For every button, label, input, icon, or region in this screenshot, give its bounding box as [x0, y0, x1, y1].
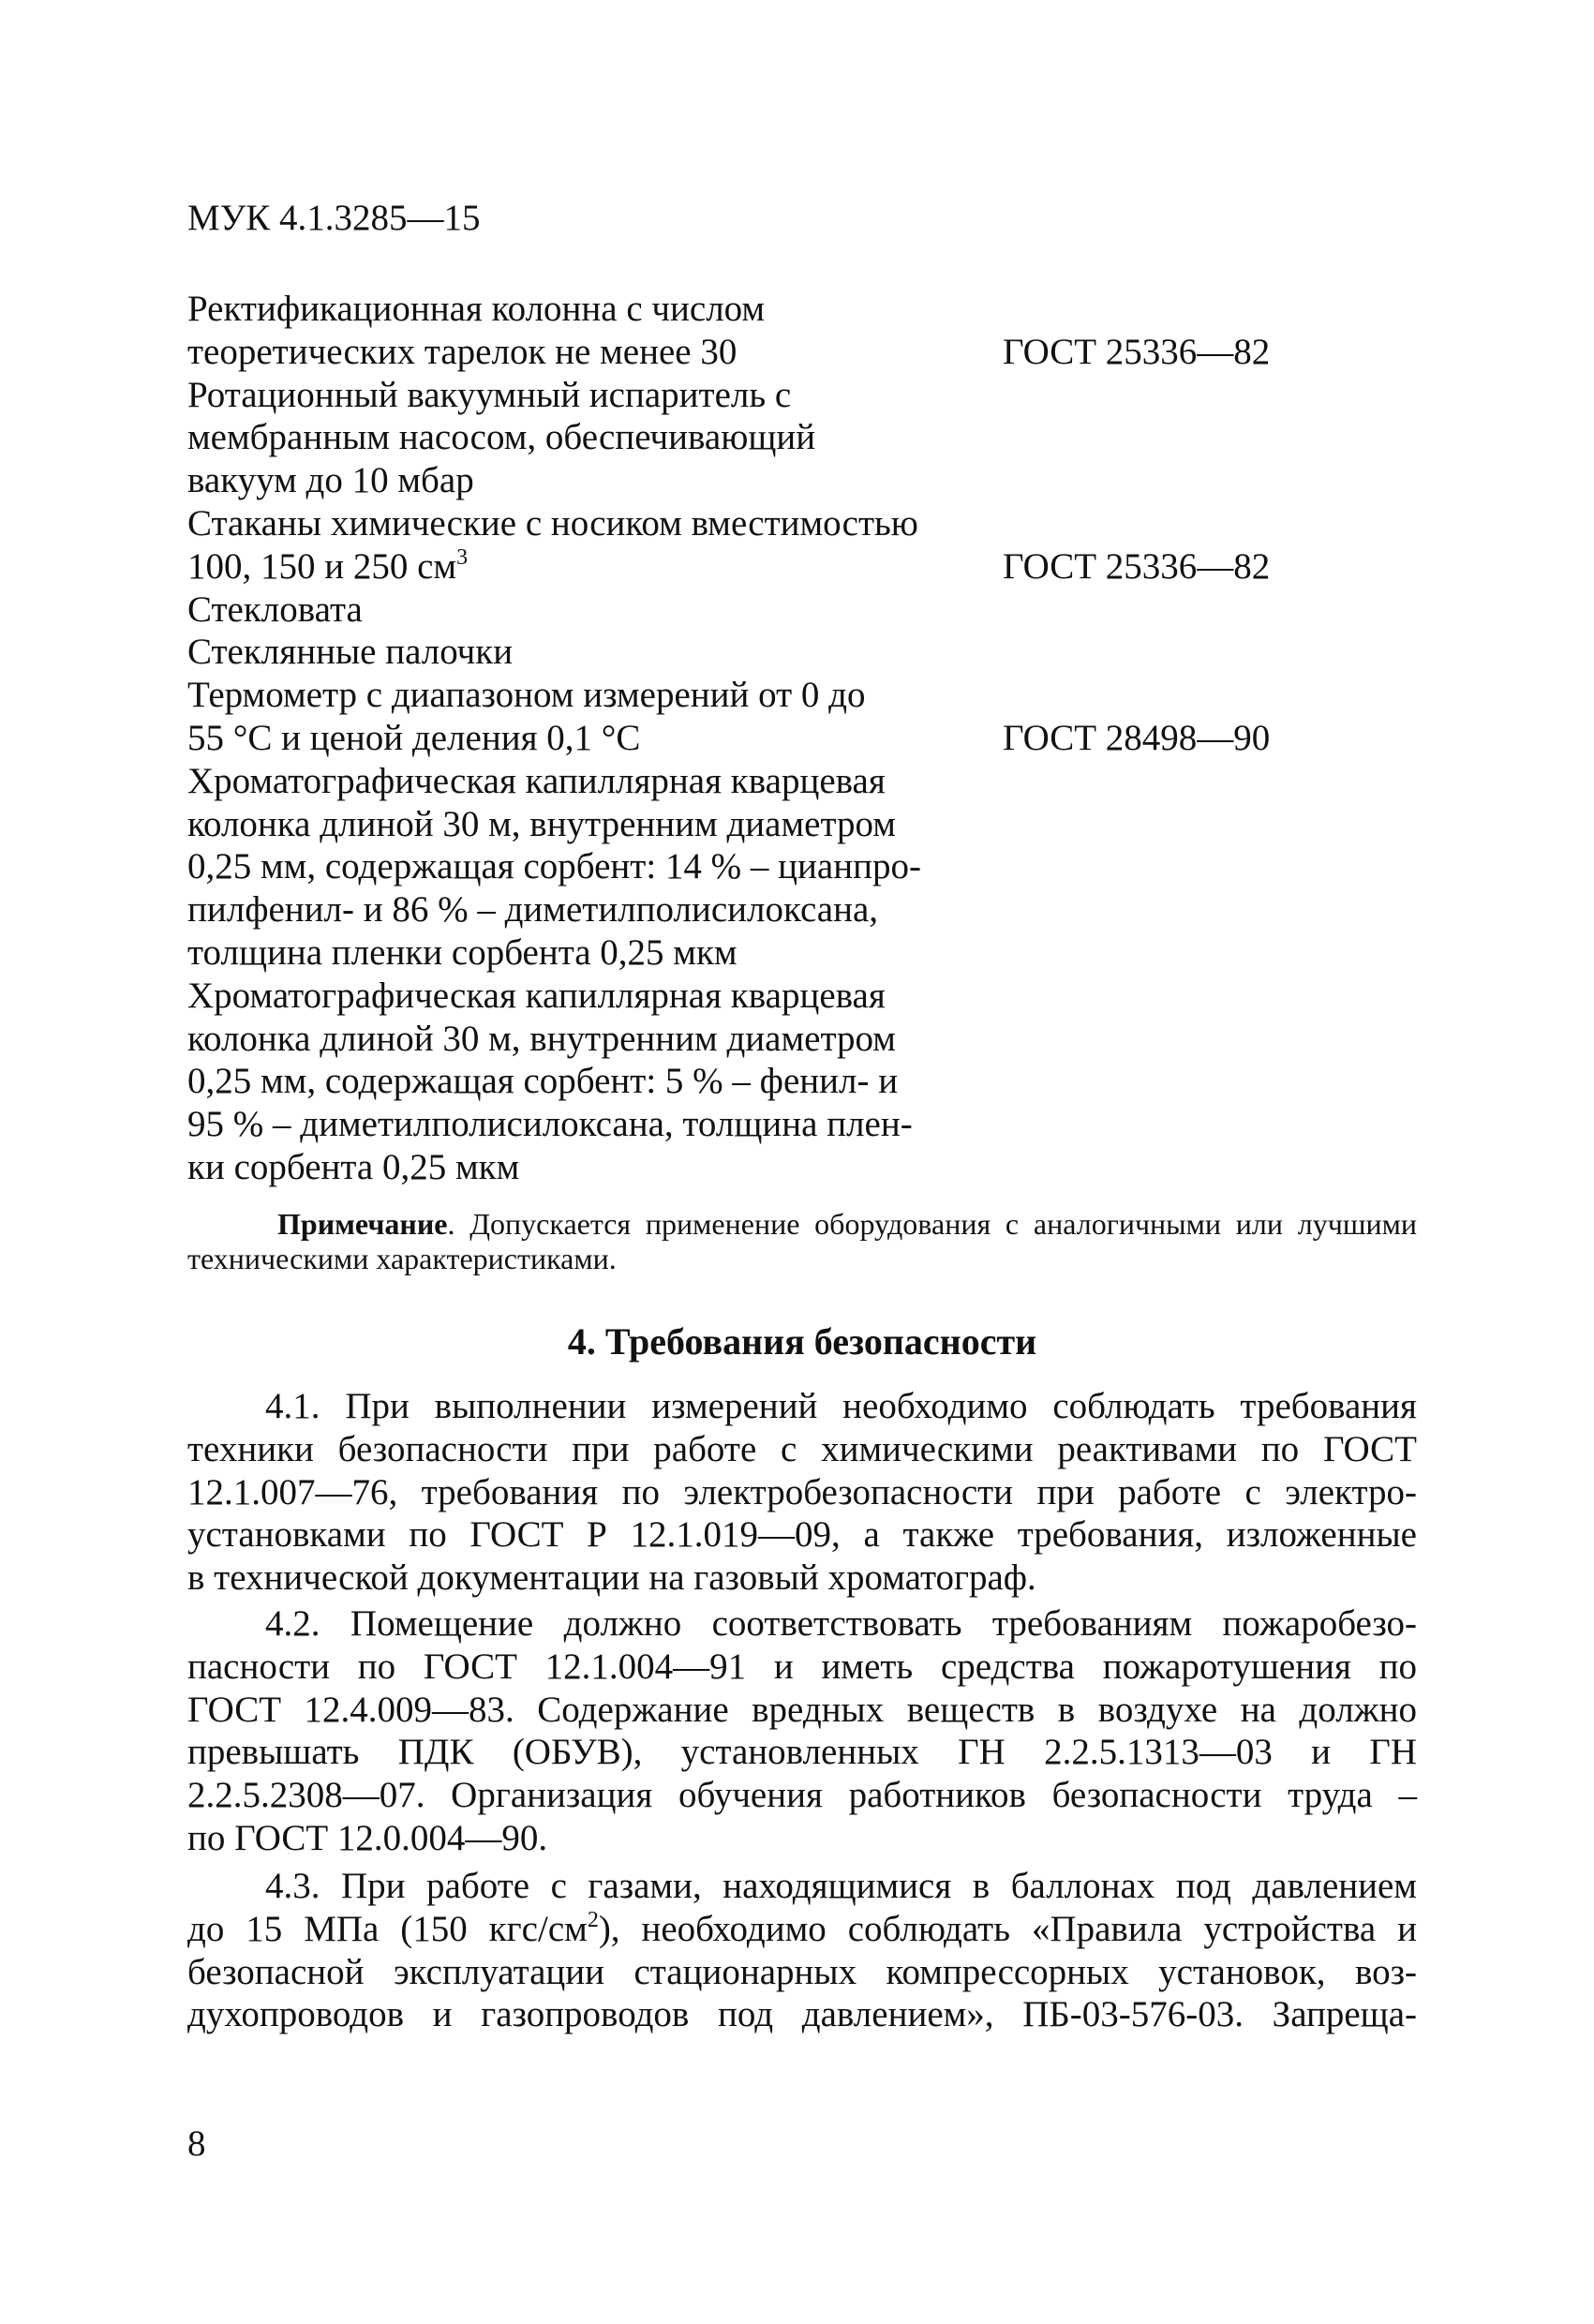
paragraph-4-3: [187, 1865, 1417, 2036]
paragraph-4-2: [187, 1602, 1417, 1860]
page-number: 8: [187, 2123, 206, 2164]
paragraph-line: 2.2.5.2308—07. Организация обучения работников безопасности труда –: [187, 1775, 1417, 1816]
paragraph-line-text: ), необходимо соблюдать «Правила устройства и: [598, 1908, 1417, 1949]
equipment-line: 95 % – диметилполисилоксана, толщина плен-: [187, 1104, 913, 1145]
document-header: МУК 4.1.3285—15: [187, 198, 481, 238]
equipment-line: 0,25 мм, содержащая сорбент: 5 % – фенил- и: [187, 1061, 899, 1102]
equipment-line: Хроматографическая капиллярная кварцевая: [187, 975, 886, 1016]
equipment-item: [187, 588, 1293, 632]
equipment-line: Стеклянные палочки: [187, 632, 514, 673]
equipment-line: Стекловата: [187, 588, 363, 630]
equipment-list: [187, 288, 1293, 1189]
equipment-line: Ректификационная колонна с числом: [187, 289, 766, 329]
equipment-line: ки сорбента 0,25 мкм: [187, 1146, 520, 1187]
equipment-line: вакуум до 10 мбар: [187, 460, 474, 501]
equipment-line: 55 °С и ценой деления 0,1 °С: [187, 717, 641, 758]
paragraph-4-1: [187, 1385, 1417, 1600]
paragraph-line: пасности по ГОСТ 12.1.004—91 и иметь средства пожаротушения по: [187, 1646, 1417, 1687]
equipment-line: 0,25 мм, содержащая сорбент: 14 % – цианпро-: [187, 846, 921, 887]
paragraph-line: 4.3. При работе с газами, находящимися в баллонах под давлением: [265, 1866, 1417, 1906]
paragraph-line: 4.2. Помещение должно соответствовать требованиям пожаробезо-: [265, 1603, 1417, 1644]
note: [187, 1207, 1417, 1276]
equipment-item: [187, 674, 1293, 760]
equipment-standard: ГОСТ 25336—82: [1003, 331, 1271, 372]
equipment-line: [187, 545, 993, 588]
equipment-item: [187, 374, 1293, 502]
superscript: 3: [456, 544, 469, 570]
equipment-line: Ротационный вакуумный испаритель с: [187, 374, 792, 415]
paragraph-line: техники безопасности при работе с химическими реактивами по ГОСТ: [187, 1428, 1417, 1469]
superscript: 2: [587, 1907, 599, 1932]
equipment-line: Термометр с диапазоном измерений от 0 до: [187, 675, 866, 716]
equipment-item: [187, 975, 1293, 1189]
paragraph-line: безопасной эксплуатации стационарных компрессорных установок, воз-: [187, 1951, 1417, 1992]
paragraph-line: 4.1. При выполнении измерений необходимо соблюдать требования: [265, 1386, 1417, 1426]
equipment-item: [187, 760, 1293, 975]
note-text: . Допускается применение оборудования с аналогичными или лучшими техническими характеристиками.: [187, 1207, 1417, 1275]
equipment-line: мембранным насосом, обеспечивающий: [187, 417, 816, 458]
equipment-item: [187, 288, 1293, 374]
equipment-line: толщина пленки сорбента 0,25 мкм: [187, 931, 737, 973]
paragraph-line-text: до 15 МПа (150 кгс/см: [187, 1908, 588, 1949]
equipment-standard: ГОСТ 25336—82: [1003, 545, 1271, 587]
equipment-item: [187, 502, 1293, 588]
equipment-line: пилфенил- и 86 % – диметилполисилоксана,: [187, 889, 879, 931]
paragraph-line: [187, 1908, 1417, 1951]
paragraph-line: ГОСТ 12.4.009—83. Содержание вредных веществ в воздухе на должно: [187, 1689, 1417, 1730]
equipment-line: Стаканы химические с носиком вместимостью: [187, 502, 918, 544]
paragraph-line: 12.1.007—76, требования по электробезопасности при работе с электро-: [187, 1471, 1417, 1512]
paragraph-line: превышать ПДК (ОБУВ), установленных ГН 2.2.5.1313—03 и ГН: [187, 1732, 1417, 1773]
paragraph-line: духопроводов и газопроводов под давлением», ПБ-03-576-03. Запреща-: [187, 1994, 1417, 2035]
paragraph-line: по ГОСТ 12.0.004—90.: [187, 1817, 548, 1858]
equipment-line: колонка длиной 30 м, внутренним диаметром: [187, 803, 896, 844]
equipment-line: теоретических тарелок не менее 30: [187, 331, 737, 372]
note-label: Примечание: [277, 1207, 448, 1241]
equipment-line: колонка длиной 30 м, внутренним диаметром: [187, 1018, 896, 1059]
equipment-line-text: 100, 150 и 250 см: [187, 545, 457, 587]
section-title: 4. Требования безопасности: [567, 1320, 1037, 1363]
paragraph-line: установками по ГОСТ Р 12.1.019—09, а также требования, изложенные: [187, 1514, 1417, 1556]
equipment-line: Хроматографическая капиллярная кварцевая: [187, 760, 886, 801]
paragraph-line: в технической документации на газовый хроматограф.: [187, 1557, 1036, 1599]
equipment-item: [187, 631, 1293, 674]
equipment-standard: ГОСТ 28498—90: [1003, 717, 1271, 758]
